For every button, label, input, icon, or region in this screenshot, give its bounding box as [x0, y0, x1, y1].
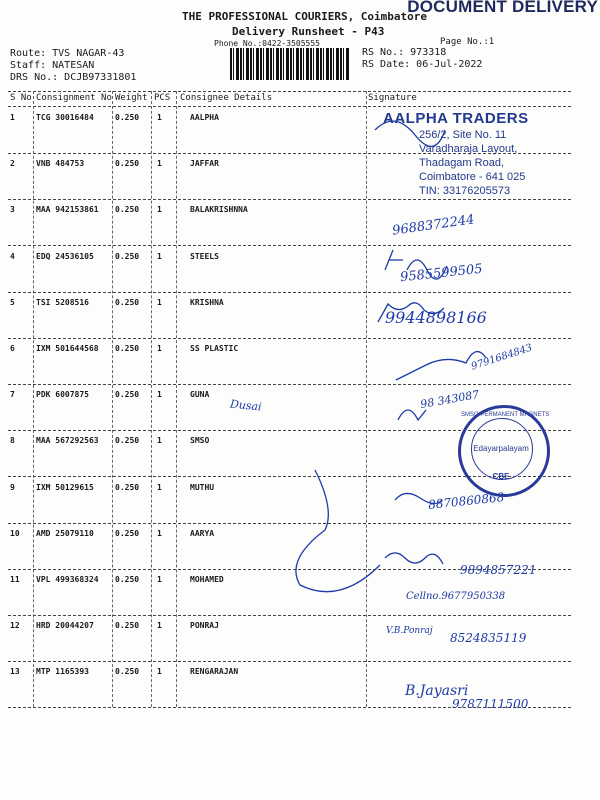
row-consignee: SS PLASTIC	[190, 344, 239, 353]
handwritten-phone: 9944898166	[385, 308, 487, 327]
row-pcs: 1	[157, 528, 162, 538]
row-consignee: BALAKRISHNNA	[190, 205, 248, 215]
row-sno: 7	[10, 390, 15, 400]
handwritten-phone: 8870860868	[427, 490, 505, 512]
row-sno: 6	[10, 344, 15, 353]
rs-date: RS Date: 06-Jul-2022	[362, 59, 483, 70]
col-header-consignment: Consignment No	[36, 93, 112, 103]
row-consignee: RENGARAJAN	[190, 667, 239, 677]
row-pcs: 1	[157, 159, 162, 169]
row-consignment-no: EDQ 24536105	[36, 251, 94, 261]
row-sno: 10	[10, 528, 20, 538]
row-consignment-no: MAA 567292563	[36, 436, 99, 446]
row-sno: 4	[10, 251, 15, 261]
row-weight: 0.250	[115, 436, 140, 446]
stamp-tin: TIN: 33176205573	[419, 185, 511, 197]
row-pcs: 1	[157, 667, 162, 677]
signature-stroke	[375, 121, 445, 146]
handwritten-phone: 9791684843	[469, 342, 534, 373]
row-pcs: 1	[157, 575, 162, 584]
col-header-signature: Signature	[368, 93, 417, 103]
row-consignee: PONRAJ	[190, 621, 219, 631]
stamp-center-text: Edayarpalayam	[473, 444, 529, 453]
runsheet-title: Delivery Runsheet - P43	[232, 25, 385, 38]
handwritten-phone: 8524835119	[450, 631, 527, 645]
row-weight: 0.250	[115, 575, 140, 584]
handwritten-name: Dusai	[229, 397, 263, 414]
row-consignment-no: IXM 50129615	[36, 482, 94, 492]
drs-number: DRS No.: DCJB97331801	[10, 72, 137, 83]
row-consignment-no: IXM 501644568	[36, 344, 99, 353]
col-header-consignee: Consignee Details	[180, 93, 273, 103]
row-pcs: 1	[157, 390, 162, 400]
row-pcs: 1	[157, 251, 162, 261]
col-header-pcs: PCS	[154, 93, 171, 103]
row-sno: 12	[10, 621, 20, 631]
stamp-bottom-text: CBE	[492, 472, 510, 481]
row-sno: 8	[10, 436, 15, 446]
row-consignment-no: VPL 499368324	[36, 575, 99, 584]
handwritten-name: B.Jayasri	[405, 683, 469, 699]
signature-stroke	[378, 303, 444, 322]
row-consignment-no: PDK 6007875	[36, 390, 89, 400]
row-weight: 0.250	[115, 621, 140, 631]
row-pcs: 1	[157, 344, 162, 353]
row-consignment-no: TCG 30016484	[36, 113, 94, 122]
col-header-sno: S No	[10, 93, 32, 103]
phone-number: Phone No.:0422-3505555	[214, 39, 320, 48]
row-weight: 0.250	[115, 528, 140, 538]
row-consignee: AARYA	[190, 528, 215, 538]
row-consignee: GUNA	[190, 390, 210, 400]
rs-number: RS No.: 973318	[362, 47, 447, 58]
route-label: Route: TVS NAGAR-43	[10, 48, 125, 59]
stamp-address-line: Coimbatore - 641 025	[419, 171, 526, 183]
row-weight: 0.250	[115, 205, 140, 215]
row-consignment-no: MTP 1165393	[36, 667, 89, 677]
row-consignee: AALPHA	[190, 113, 219, 122]
row-consignment-no: HRD 20044207	[36, 621, 94, 631]
row-weight: 0.250	[115, 159, 140, 169]
row-consignee: MUTHU	[190, 482, 215, 492]
row-weight: 0.250	[115, 297, 140, 307]
stamp-address-line: Thadagam Road,	[419, 157, 504, 169]
row-consignee: JAFFAR	[190, 159, 219, 169]
handwritten-phone: 9688372244	[391, 212, 476, 239]
signature-stroke	[396, 352, 486, 380]
signature-stroke	[395, 493, 442, 503]
row-consignment-no: TSI 5208516	[36, 297, 89, 307]
signature-stroke	[296, 470, 380, 592]
signature-stroke	[385, 250, 447, 279]
row-sno: 1	[10, 113, 15, 122]
handwritten-phone: 9894857221	[460, 563, 537, 577]
row-weight: 0.250	[115, 251, 140, 261]
row-pcs: 1	[157, 205, 162, 215]
stamp-address-line: Varadharaja Layout,	[419, 143, 518, 155]
row-consignment-no: AMD 25079110	[36, 528, 94, 538]
row-pcs: 1	[157, 621, 162, 631]
row-consignee: KRISHNA	[190, 297, 224, 307]
staff-label: Staff: NATESAN	[10, 60, 95, 71]
row-consignee: MOHAMED	[190, 575, 224, 584]
row-weight: 0.250	[115, 344, 140, 353]
row-weight: 0.250	[115, 113, 140, 122]
col-header-weight: Weight	[115, 93, 148, 103]
row-sno: 3	[10, 205, 15, 215]
stamp-address-line: 256/2, Site No. 11	[419, 129, 507, 141]
handwritten-phone: 98 343087	[419, 387, 481, 412]
handwritten-phone: 9585599505	[399, 261, 484, 286]
row-consignee: STEELS	[190, 251, 219, 261]
row-weight: 0.250	[115, 390, 140, 400]
row-pcs: 1	[157, 436, 162, 446]
handwritten-name: V.B.Ponraj	[386, 626, 433, 636]
company-title: THE PROFESSIONAL COURIERS, Coimbatore	[182, 10, 428, 23]
row-pcs: 1	[157, 297, 162, 307]
row-sno: 9	[10, 482, 15, 492]
handwritten-phone: Cellno.9677950338	[406, 591, 506, 602]
stamp-company-name: AALPHA TRADERS	[383, 110, 529, 127]
document-delivery-label: DOCUMENT DELIVERY	[407, 0, 598, 16]
signature-stroke	[398, 410, 426, 420]
row-sno: 13	[10, 667, 20, 677]
row-consignee: SMSO	[190, 436, 210, 446]
signature-stroke	[385, 553, 443, 564]
row-sno: 2	[10, 159, 15, 169]
row-pcs: 1	[157, 482, 162, 492]
row-weight: 0.250	[115, 482, 140, 492]
row-sno: 11	[10, 575, 20, 584]
row-consignment-no: MAA 942153861	[36, 205, 99, 215]
row-pcs: 1	[157, 113, 162, 122]
row-consignment-no: VNB 484753	[36, 159, 85, 169]
stamp-ring-text: SMSO PERMANENT MAGNETS	[461, 412, 550, 418]
page-number: Page No.:1	[440, 37, 495, 47]
row-sno: 5	[10, 297, 15, 307]
handwritten-phone: 9787111500	[452, 697, 529, 711]
row-weight: 0.250	[115, 667, 140, 677]
